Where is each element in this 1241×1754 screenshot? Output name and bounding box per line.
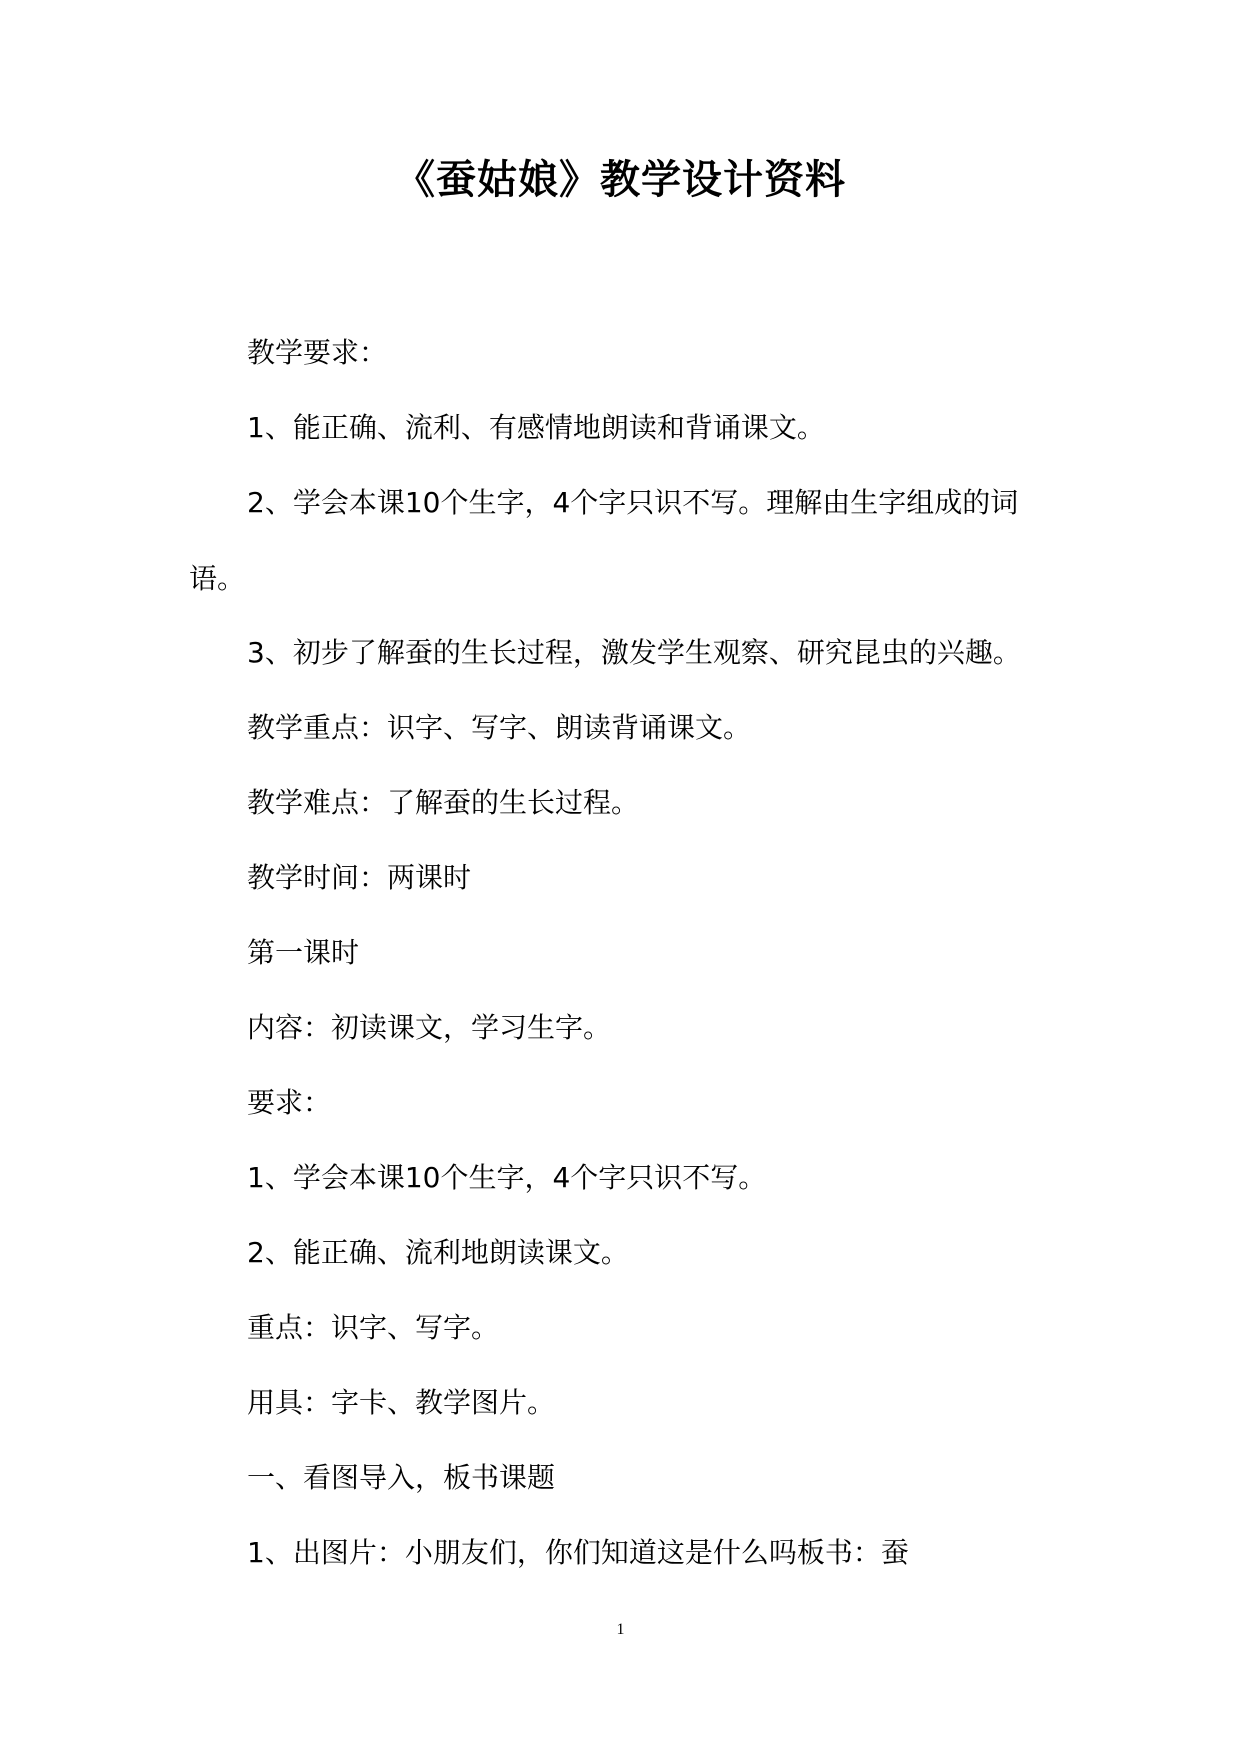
- document-title: 《蚕姑娘》教学设计资料: [395, 156, 846, 203]
- paragraph-teaching-focus: 教学重点：识字、写字、朗读背诵课文。: [247, 711, 752, 744]
- paragraph-content: 内容：初读课文，学习生字。: [247, 1011, 612, 1044]
- paragraph-teaching-requirements: 教学要求：: [247, 336, 388, 369]
- paragraph-section-one-heading: 一、看图导入，板书课题: [247, 1461, 556, 1494]
- paragraph-requirement-1: 1、能正确、流利、有感情地朗读和背诵课文。: [247, 411, 825, 444]
- paragraph-requirement-3: 3、初步了解蚕的生长过程，激发学生观察、研究昆虫的兴趣。: [247, 636, 1021, 669]
- paragraph-requirement-2: 2、学会本课10个生字，4个字只识不写。理解由生字组成的词语。: [189, 486, 1019, 595]
- paragraph-lesson-requirement-2: 2、能正确、流利地朗读课文。: [247, 1236, 629, 1269]
- paragraph-step-1: 1、出图片：小朋友们，你们知道这是什么吗板书：蚕: [247, 1536, 909, 1569]
- paragraph-teaching-time: 教学时间：两课时: [247, 861, 472, 894]
- paragraph-lesson-requirement-1: 1、学会本课10个生字，4个字只识不写。: [247, 1161, 767, 1194]
- paragraph-focus: 重点：识字、写字。: [247, 1311, 500, 1344]
- paragraph-requirements: 要求：: [247, 1086, 332, 1119]
- paragraph-teaching-difficulty: 教学难点：了解蚕的生长过程。: [247, 786, 640, 819]
- page-number: 1: [616, 1621, 625, 1638]
- paragraph-first-lesson: 第一课时: [247, 936, 360, 969]
- paragraph-tools: 用具：字卡、教学图片。: [247, 1386, 556, 1419]
